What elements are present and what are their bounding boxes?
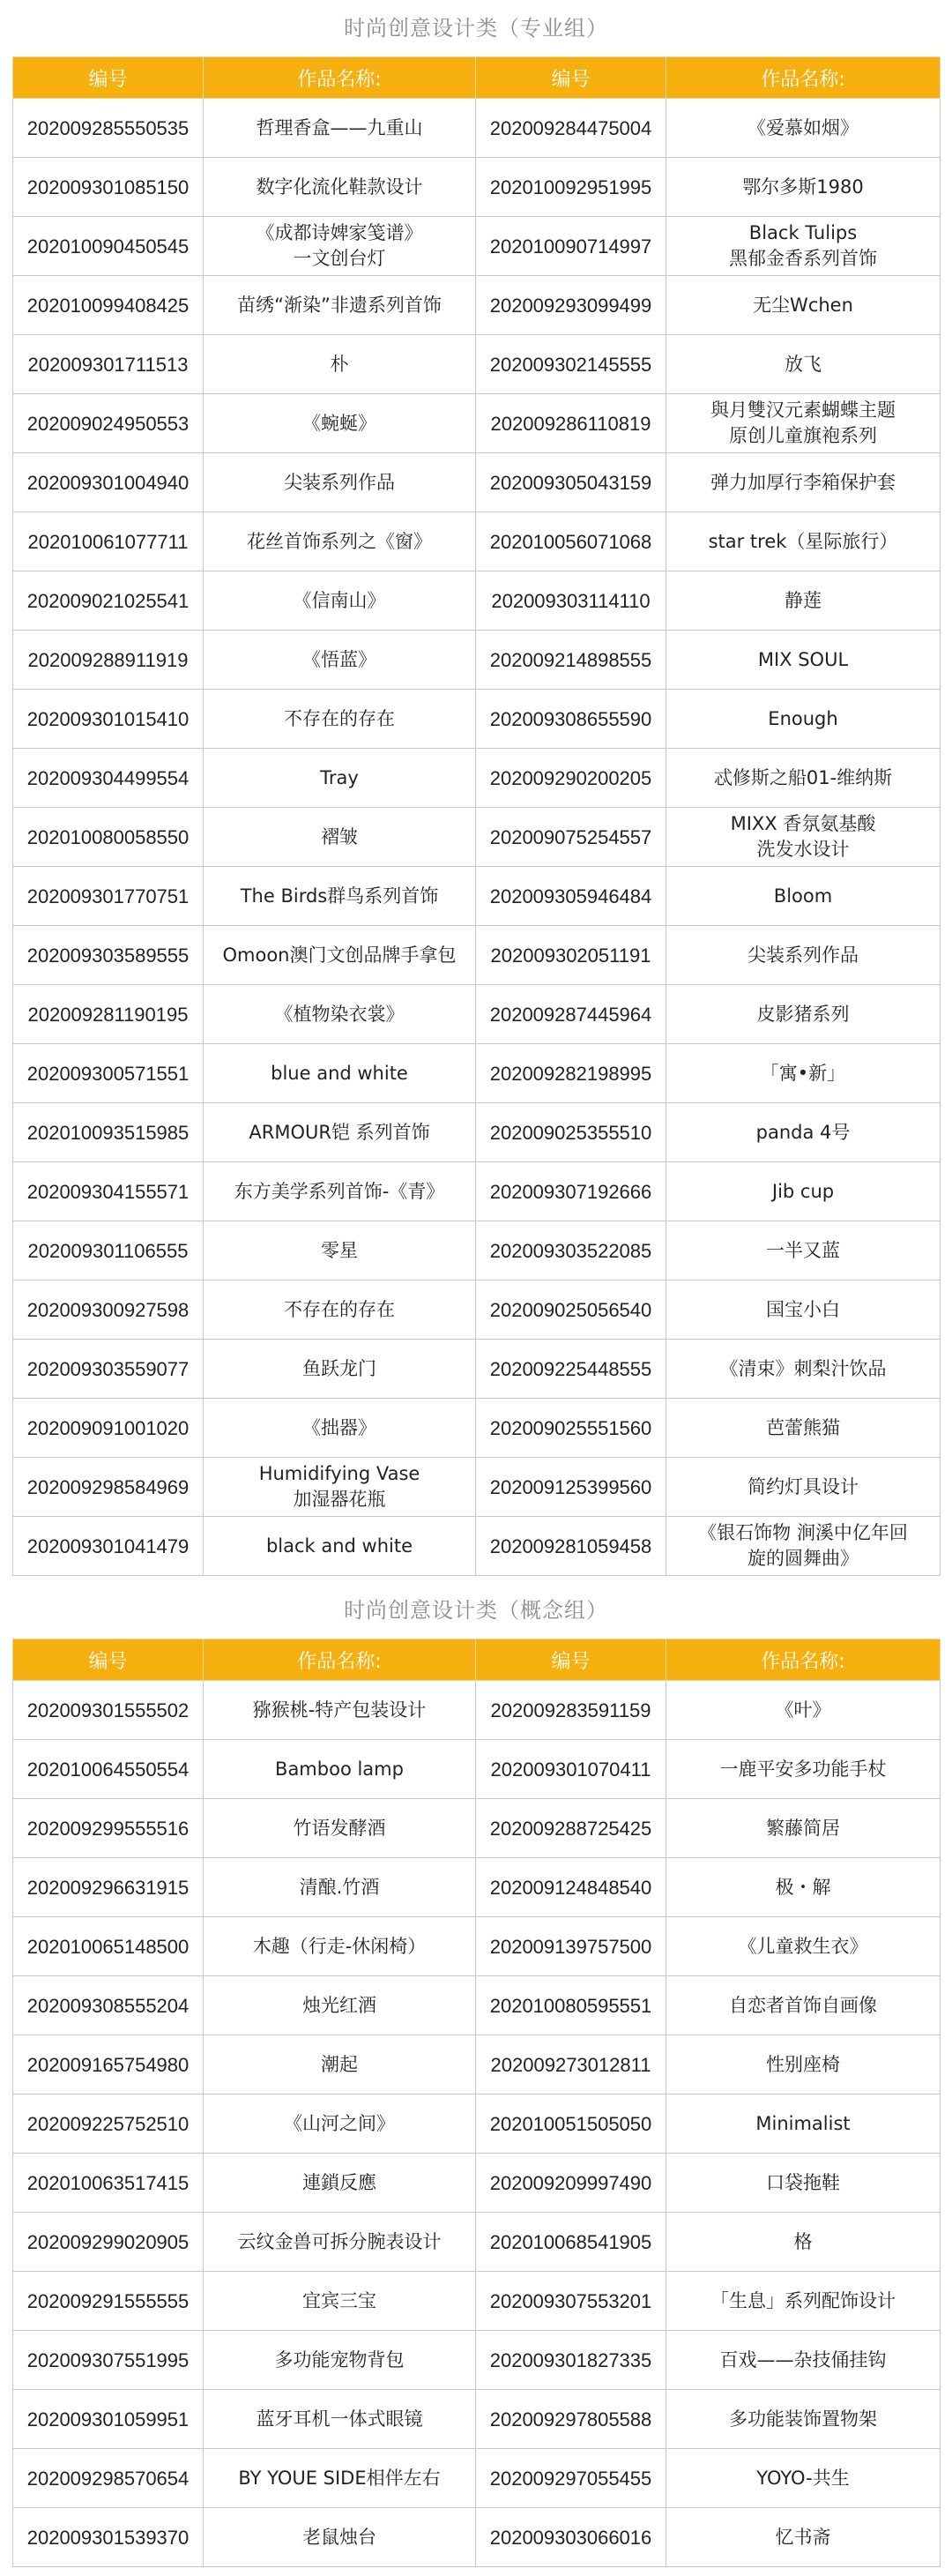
entry-title: 潮起 (204, 2035, 476, 2094)
entry-id: 202009301041479 (13, 1517, 204, 1576)
entry-title: Bamboo lamp (204, 1740, 476, 1799)
header-title: 作品名称: (666, 1639, 941, 1681)
entry-id: 202009291555555 (13, 2272, 204, 2331)
header-id: 编号 (13, 57, 204, 99)
entry-title: 《拙器》 (204, 1399, 476, 1458)
entry-id: 202009282198995 (476, 1044, 666, 1103)
entry-title: 《植物染衣裳》 (204, 985, 476, 1044)
entry-title: Humidifying Vase 加湿器花瓶 (204, 1458, 476, 1517)
entry-id: 202009302051191 (476, 926, 666, 985)
entry-id: 202009304155571 (13, 1162, 204, 1221)
entry-id: 202009301106555 (13, 1221, 204, 1281)
table-row (13, 394, 941, 453)
entry-id: 202009283591159 (476, 1681, 666, 1740)
table-row (13, 1399, 941, 1458)
table-row (13, 926, 941, 985)
entry-title: 宜宾三宝 (204, 2272, 476, 2331)
entry-title: 木趣（行走-休闲椅） (204, 1917, 476, 1976)
entry-id: 202009273012811 (476, 2035, 666, 2094)
header-row (13, 1639, 941, 1681)
section-professional (12, 0, 940, 1576)
entry-title: Enough (666, 690, 941, 749)
table-row (13, 2213, 941, 2272)
entry-title: 一半又蓝 (666, 1221, 941, 1281)
entry-id: 202009301015410 (13, 690, 204, 749)
entry-title: 数字化流化鞋款设计 (204, 158, 476, 217)
entry-title: 老鼠烛台 (204, 2508, 476, 2567)
entry-id: 202010068541905 (476, 2213, 666, 2272)
table-row (13, 867, 941, 926)
table-row (13, 335, 941, 394)
entry-title: 《信南山》 (204, 571, 476, 631)
table-row (13, 2331, 941, 2390)
table-row (13, 749, 941, 808)
table-row (13, 276, 941, 335)
entry-title: 「寓•新」 (666, 1044, 941, 1103)
section-title: 时尚创意设计类（专业组） (344, 16, 608, 41)
table-row (13, 571, 941, 631)
entry-title: 尖装系列作品 (666, 926, 941, 985)
entry-title: 《清束》刺梨汁饮品 (666, 1340, 941, 1399)
entry-id: 202010099408425 (13, 276, 204, 335)
entry-title: 「生息」系列配饰设计 (666, 2272, 941, 2331)
entry-id: 202009139757500 (476, 1917, 666, 1976)
entry-id: 202009025355510 (476, 1103, 666, 1162)
entry-title: 《悟蓝》 (204, 631, 476, 690)
entry-title: 东方美学系列首饰-《青》 (204, 1162, 476, 1221)
entry-id: 202010065148500 (13, 1917, 204, 1976)
entry-title: panda 4号 (666, 1103, 941, 1162)
entry-id: 202009296631915 (13, 1858, 204, 1917)
entry-id: 202009301004940 (13, 453, 204, 512)
entry-id: 202009286110819 (476, 394, 666, 453)
entry-id: 202009299020905 (13, 2213, 204, 2272)
entry-id: 202009124848540 (476, 1858, 666, 1917)
entry-title: 《叶》 (666, 1681, 941, 1740)
entry-title: 《儿童救生衣》 (666, 1917, 941, 1976)
table-row (13, 1740, 941, 1799)
table-row (13, 1681, 941, 1740)
table-row (13, 2094, 941, 2154)
table-row (13, 1858, 941, 1917)
entry-title: 自恋者首饰自画像 (666, 1976, 941, 2035)
entry-id: 202009021025541 (13, 571, 204, 631)
entry-title: 极・解 (666, 1858, 941, 1917)
entry-id: 202009288911919 (13, 631, 204, 690)
entry-title: 猕猴桃-特产包装设计 (204, 1681, 476, 1740)
entry-title: 蓝牙耳机一体式眼镜 (204, 2390, 476, 2449)
table-row (13, 2035, 941, 2094)
entry-id: 202010061077711 (13, 512, 204, 571)
entry-title: 芭蕾熊猫 (666, 1399, 941, 1458)
entry-id: 202009301085150 (13, 158, 204, 217)
entry-id: 202009305043159 (476, 453, 666, 512)
entry-title: 无尘Wchen (666, 276, 941, 335)
header-row (13, 57, 941, 99)
entry-title: Black Tulips 黑郁金香系列首饰 (666, 217, 941, 276)
header-id: 编号 (476, 57, 666, 99)
entry-id: 202009301539370 (13, 2508, 204, 2567)
entry-title: BY YOUE SIDE相伴左右 (204, 2449, 476, 2508)
table-row (13, 2390, 941, 2449)
entry-id: 202009301555502 (13, 1681, 204, 1740)
entry-title: 苗绣“渐染”非遗系列首饰 (204, 276, 476, 335)
table-row (13, 2449, 941, 2508)
entry-title: Bloom (666, 867, 941, 926)
entry-id: 202010090450545 (13, 217, 204, 276)
entry-id: 202009281059458 (476, 1517, 666, 1576)
entry-id: 202010090714997 (476, 217, 666, 276)
table-row (13, 453, 941, 512)
entry-id: 202009025056540 (476, 1281, 666, 1340)
table-row (13, 1162, 941, 1221)
entry-title: 皮影猪系列 (666, 985, 941, 1044)
entry-title: 《成都诗婢家笺谱》 一文创台灯 (204, 217, 476, 276)
entry-id: 202010063517415 (13, 2154, 204, 2213)
entry-id: 202009297055455 (476, 2449, 666, 2508)
entry-title: MIX SOUL (666, 631, 941, 690)
entry-title: Minimalist (666, 2094, 941, 2154)
entry-id: 202009298584969 (13, 1458, 204, 1517)
entry-id: 202009308655590 (476, 690, 666, 749)
entry-id: 202009165754980 (13, 2035, 204, 2094)
entry-title: 忒修斯之船01-维纳斯 (666, 749, 941, 808)
entry-id: 202009301827335 (476, 2331, 666, 2390)
entry-title: Tray (204, 749, 476, 808)
table-row (13, 1221, 941, 1281)
entry-title: 鱼跃龙门 (204, 1340, 476, 1399)
entry-id: 202009075254557 (476, 808, 666, 867)
entry-id: 202009303522085 (476, 1221, 666, 1281)
entry-id: 202009290200205 (476, 749, 666, 808)
entry-title: 《银石饰物 涧溪中亿年回 旋的圆舞曲》 (666, 1517, 941, 1576)
entry-title: blue and white (204, 1044, 476, 1103)
entry-title: 云纹金兽可拆分腕表设计 (204, 2213, 476, 2272)
entry-title: 不存在的存在 (204, 690, 476, 749)
entry-id: 202009281190195 (13, 985, 204, 1044)
entry-id: 202010056071068 (476, 512, 666, 571)
entry-title: 放飞 (666, 335, 941, 394)
table-row (13, 631, 941, 690)
entry-id: 202009307192666 (476, 1162, 666, 1221)
table-row (13, 1103, 941, 1162)
entry-id: 202009307551995 (13, 2331, 204, 2390)
entry-title: Jib cup (666, 1162, 941, 1221)
entry-title: 鄂尔多斯1980 (666, 158, 941, 217)
table-row (13, 2154, 941, 2213)
entry-id: 202009025551560 (476, 1399, 666, 1458)
table-row (13, 158, 941, 217)
entry-title: 零星 (204, 1221, 476, 1281)
table-row (13, 985, 941, 1044)
entry-title: 花丝首饰系列之《窗》 (204, 512, 476, 571)
entry-title: 国宝小白 (666, 1281, 941, 1340)
table-row (13, 99, 941, 158)
entry-title: 《爱慕如烟》 (666, 99, 941, 158)
entry-id: 202009304499554 (13, 749, 204, 808)
entry-id: 202010092951995 (476, 158, 666, 217)
entry-id: 202010064550554 (13, 1740, 204, 1799)
entry-title: 口袋拖鞋 (666, 2154, 941, 2213)
entry-title: 百戏——杂技俑挂钩 (666, 2331, 941, 2390)
section-title: 时尚创意设计类（概念组） (344, 1598, 608, 1623)
entry-title: YOYO-共生 (666, 2449, 941, 2508)
entry-title: 竹语发酵酒 (204, 1799, 476, 1858)
entry-title: 清酿.竹酒 (204, 1858, 476, 1917)
header-title: 作品名称: (204, 1639, 476, 1681)
entry-id: 202009303559077 (13, 1340, 204, 1399)
entry-id: 202009307553201 (476, 2272, 666, 2331)
entry-title: 哲理香盒——九重山 (204, 99, 476, 158)
entry-id: 202009225448555 (476, 1340, 666, 1399)
entry-id: 202009301059951 (13, 2390, 204, 2449)
entry-id: 202010080058550 (13, 808, 204, 867)
entry-id: 202009299555516 (13, 1799, 204, 1858)
entry-title: black and white (204, 1517, 476, 1576)
entry-id: 202009303066016 (476, 2508, 666, 2567)
entry-title: 忆书斋 (666, 2508, 941, 2567)
entry-title: 尖装系列作品 (204, 453, 476, 512)
entry-id: 202009285550535 (13, 99, 204, 158)
header-title: 作品名称: (204, 57, 476, 99)
entry-title: 简约灯具设计 (666, 1458, 941, 1517)
entry-title: 格 (666, 2213, 941, 2272)
entry-id: 202009091001020 (13, 1399, 204, 1458)
entry-id: 202009305946484 (476, 867, 666, 926)
entry-id: 202009300927598 (13, 1281, 204, 1340)
table-row (13, 217, 941, 276)
entry-id: 202009298570654 (13, 2449, 204, 2508)
entry-title: ARMOUR铠 系列首饰 (204, 1103, 476, 1162)
header-title: 作品名称: (666, 57, 941, 99)
entries-table (12, 1639, 941, 2567)
table-row (13, 1917, 941, 1976)
table-row (13, 1799, 941, 1858)
entry-id: 202009301711513 (13, 335, 204, 394)
entry-title: star trek（星际旅行） (666, 512, 941, 571)
entry-id: 202010093515985 (13, 1103, 204, 1162)
entry-title: 《山河之间》 (204, 2094, 476, 2154)
table-row (13, 1517, 941, 1576)
table-row (13, 512, 941, 571)
entry-title: The Birds群鸟系列首饰 (204, 867, 476, 926)
entry-id: 202009293099499 (476, 276, 666, 335)
entry-id: 202009303114110 (476, 571, 666, 631)
entry-title: 朴 (204, 335, 476, 394)
entry-title: 《蜿蜒》 (204, 394, 476, 453)
header-id: 编号 (476, 1639, 666, 1681)
table-row (13, 1976, 941, 2035)
entry-id: 202009284475004 (476, 99, 666, 158)
entry-title: 繁藤简居 (666, 1799, 941, 1858)
entry-id: 202009225752510 (13, 2094, 204, 2154)
section-concept (12, 1582, 940, 2567)
entry-id: 202009302145555 (476, 335, 666, 394)
table-row (13, 690, 941, 749)
entry-id: 202009288725425 (476, 1799, 666, 1858)
entries-table (12, 56, 941, 1576)
entry-title: 褶皱 (204, 808, 476, 867)
entry-title: 一鹿平安多功能手杖 (666, 1740, 941, 1799)
header-id: 编号 (13, 1639, 204, 1681)
entry-title: 與月雙汉元素蝴蝶主题 原创儿童旗袍系列 (666, 394, 941, 453)
entry-title: Omoon澳门文创品牌手拿包 (204, 926, 476, 985)
entry-title: 静莲 (666, 571, 941, 631)
table-row (13, 1281, 941, 1340)
entry-title: 弹力加厚行李箱保护套 (666, 453, 941, 512)
entry-title: MIXX 香氛氨基酸 洗发水设计 (666, 808, 941, 867)
entry-id: 202009125399560 (476, 1458, 666, 1517)
entry-id: 202009303589555 (13, 926, 204, 985)
entry-title: 性别座椅 (666, 2035, 941, 2094)
table-row (13, 1458, 941, 1517)
entry-id: 202009214898555 (476, 631, 666, 690)
entry-id: 202009024950553 (13, 394, 204, 453)
entry-title: 多功能宠物背包 (204, 2331, 476, 2390)
entry-id: 202009301770751 (13, 867, 204, 926)
entry-id: 202009209997490 (476, 2154, 666, 2213)
table-row (13, 2508, 941, 2567)
entry-title: 烛光红酒 (204, 1976, 476, 2035)
entry-id: 202009308555204 (13, 1976, 204, 2035)
table-row (13, 1340, 941, 1399)
entry-id: 202010051505050 (476, 2094, 666, 2154)
entry-title: 多功能装饰置物架 (666, 2390, 941, 2449)
entry-id: 202009297805588 (476, 2390, 666, 2449)
table-row (13, 808, 941, 867)
entry-id: 202010080595551 (476, 1976, 666, 2035)
entry-id: 202009287445964 (476, 985, 666, 1044)
table-row (13, 1044, 941, 1103)
entry-title: 不存在的存在 (204, 1281, 476, 1340)
entry-id: 202009300571551 (13, 1044, 204, 1103)
table-row (13, 2272, 941, 2331)
entry-title: 連鎖反應 (204, 2154, 476, 2213)
entry-id: 202009301070411 (476, 1740, 666, 1799)
